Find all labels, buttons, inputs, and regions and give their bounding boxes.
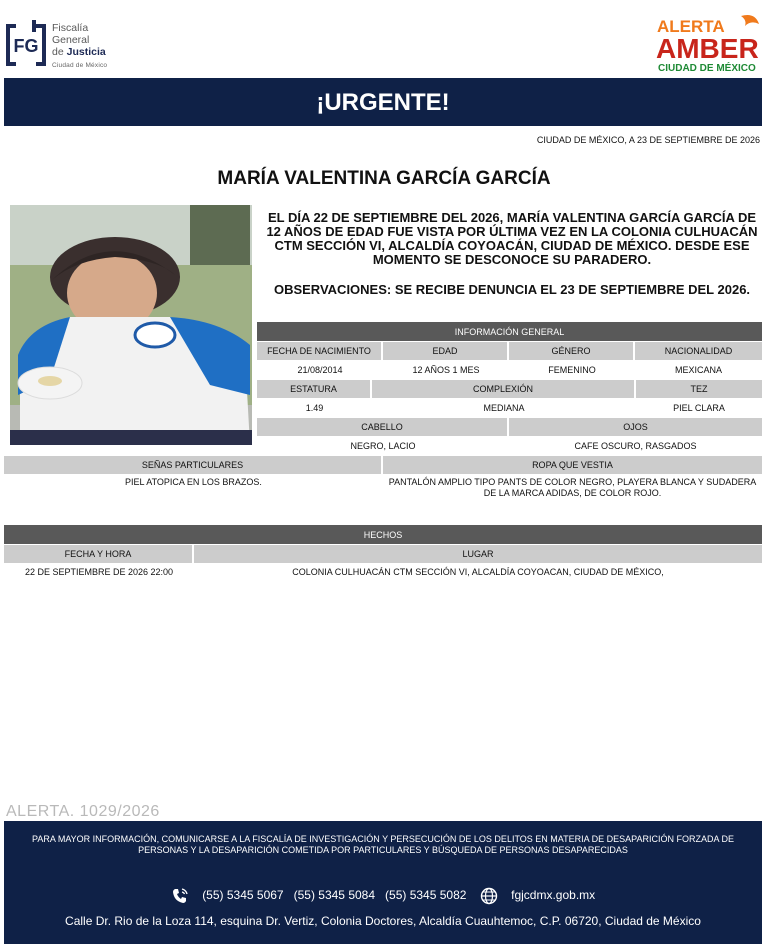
value-gender: FEMENINO: [548, 365, 596, 375]
label-distinguishing-marks: SEÑAS PARTICULARES: [4, 456, 383, 474]
label-datetime: FECHA Y HORA: [4, 545, 194, 563]
label-clothing: ROPA QUE VESTIA: [383, 456, 762, 474]
value-hair: NEGRO, LACIO: [350, 441, 416, 451]
phone-2[interactable]: (55) 5345 5084: [293, 888, 376, 903]
org-line-3-prefix: de: [52, 46, 67, 58]
org-small: Ciudad de México: [52, 62, 108, 69]
value-distinguishing-marks: PIEL ATOPICA EN LOS BRAZOS.: [125, 477, 262, 487]
value-complexion: PIEL CLARA: [673, 403, 725, 413]
label-eyes: OJOS: [509, 418, 762, 436]
amber-line-1: ALERTA: [657, 17, 725, 36]
fgj-logo-icon: [6, 18, 46, 70]
info-row2-values: [257, 399, 762, 417]
info-title: INFORMACIÓN GENERAL: [454, 326, 565, 337]
org-line-3-bold: Justicia: [66, 46, 106, 58]
facts-title-bar: [4, 525, 762, 544]
value-eyes: CAFE OSCURO, RASGADOS: [574, 441, 697, 451]
amber-line-2: AMBER: [656, 33, 759, 64]
info-row1-labels: [257, 342, 762, 360]
value-build: MEDIANA: [483, 403, 525, 413]
org-name: [52, 22, 107, 72]
value-age: 12 AÑOS 1 MES: [412, 365, 480, 375]
facts-values: [4, 564, 762, 580]
value-place: COLONIA CULHUACÁN CTM SECCIÓN VI, ALCALDÍA COYOACAN, CIUDAD DE MÉXICO,: [292, 567, 664, 577]
alerta-amber-logo: [655, 12, 761, 74]
info-row3-values: [257, 437, 762, 455]
info-row2-labels: [257, 380, 762, 398]
observations-text: OBSERVACIONES: SE RECIBE DENUNCIA EL 23 DE SEPTIEMBRE DEL 2026.: [273, 282, 751, 297]
narrative-text: EL DÍA 22 DE SEPTIEMBRE DEL 2026, MARÍA VALENTINA GARCÍA GARCÍA DE 12 AÑOS DE EDAD FUE VISTA POR ÚLTIMA VEZ EN LA COLONIA CULHUACÁN CTM SECCIÓN VI, ALCALDÍA COYOACÁN, CIUDAD DE MÉXICO. DESDE ESE MOMENTO SE DESCONOCE SU PARADERO.: [266, 210, 758, 267]
phone-1[interactable]: (55) 5345 5067: [202, 888, 284, 903]
facts-title: HECHOS: [363, 529, 403, 540]
amber-flame-icon: [741, 15, 759, 26]
label-gender: GÉNERO: [509, 342, 635, 360]
missing-person-photo: [10, 205, 252, 445]
website-link[interactable]: fgjcdmx.gob.mx: [511, 888, 596, 903]
value-nationality: MEXICANA: [674, 365, 722, 375]
label-birthdate: FECHA DE NACIMIENTO: [257, 342, 383, 360]
label-nationality: NACIONALIDAD: [635, 342, 762, 360]
label-height: ESTATURA: [257, 380, 372, 398]
amber-line-3: CIUDAD DE MÉXICO: [658, 63, 756, 74]
value-birthdate: 21/08/2014: [297, 365, 343, 375]
info-row4-values: [4, 475, 762, 503]
globe-icon: [480, 887, 498, 905]
label-place: LUGAR: [194, 545, 762, 563]
alert-number: ALERTA. 1029/2026: [6, 803, 160, 820]
info-row4-labels: [4, 456, 762, 474]
org-line-2: General: [52, 34, 90, 46]
phone-icon: [171, 887, 189, 905]
value-datetime: 22 DE SEPTIEMBRE DE 2026 22:00: [24, 567, 174, 577]
facts-labels: [4, 545, 762, 563]
svg-text:FG: FG: [13, 36, 39, 56]
urgent-banner: ¡URGENTE!: [4, 78, 762, 126]
info-row3-labels: [257, 418, 762, 436]
footer-info: PARA MAYOR INFORMACIÓN, COMUNICARSE A LA FISCALÍA DE INVESTIGACIÓN Y PERSECUCIÓN DE LOS DELITOS EN MATERIA DE DESAPARICIÓN FORZADA DE PERSONAS Y LA DESAPARICIÓN COMETIDA POR PARTICULARES Y BÚSQUEDA DE PERSONAS DESAPARECIDAS: [32, 834, 734, 855]
label-complexion: TEZ: [636, 380, 762, 398]
label-hair: CABELLO: [257, 418, 509, 436]
footer-contacts: [4, 887, 762, 905]
org-line-3: [52, 46, 107, 58]
org-line-1: Fiscalía: [52, 22, 89, 34]
phone-3[interactable]: (55) 5345 5082: [385, 888, 467, 903]
info-row1-values: [257, 361, 762, 379]
footer: [4, 821, 762, 944]
missing-person-name: MARÍA VALENTINA GARCÍA GARCÍA: [217, 168, 551, 189]
label-age: EDAD: [383, 342, 509, 360]
date-line: CIUDAD DE MÉXICO, A 23 DE SEPTIEMBRE DE 2026: [536, 135, 760, 145]
label-build: COMPLEXIÓN: [372, 380, 636, 398]
footer-address: Calle Dr. Rio de la Loza 114, esquina Dr. Vertiz, Colonia Doctores, Alcaldía Cuauhtemoc, C.P. 06720, Ciudad de México: [65, 914, 701, 928]
value-clothing: PANTALÓN AMPLIO TIPO PANTS DE COLOR NEGRO, PLAYERA BLANCA Y SUDADERA DE LA MARCA ADIDAS, DE COLOR ROJO.: [388, 477, 757, 498]
value-height: 1.49: [305, 403, 324, 413]
info-title-bar: [257, 322, 762, 341]
